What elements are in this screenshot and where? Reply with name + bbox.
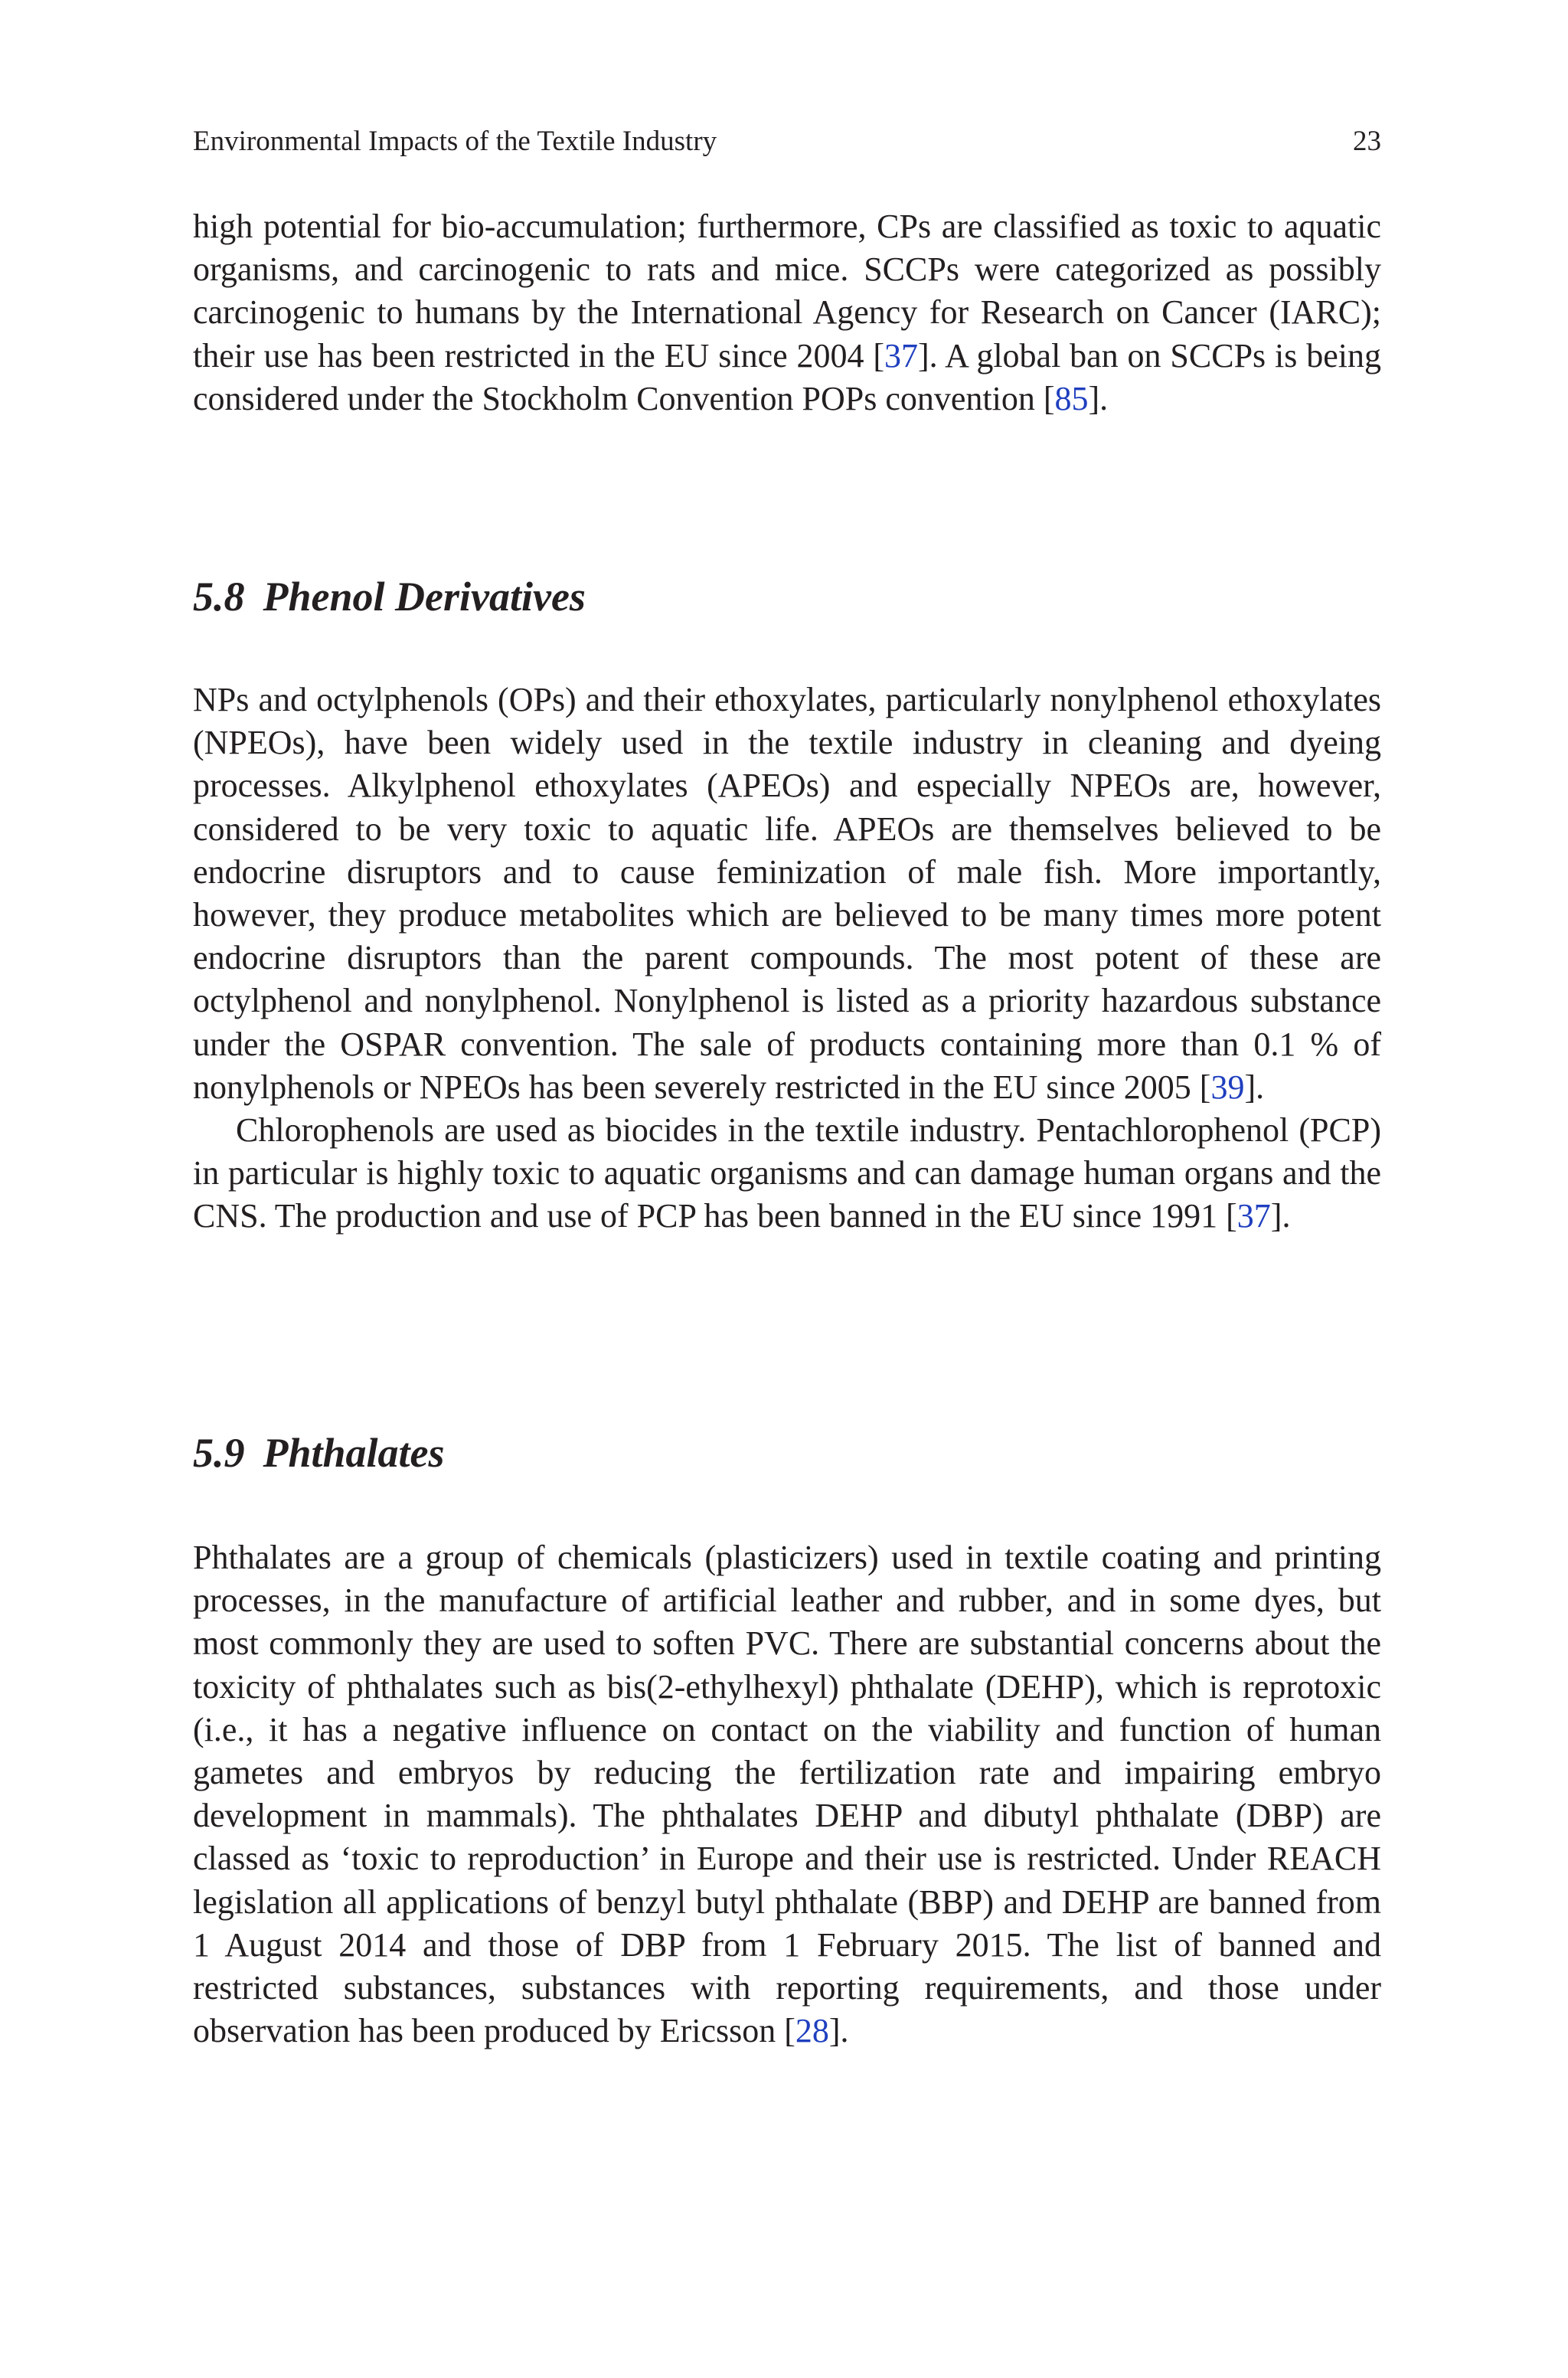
citation-link-37[interactable]: 37	[884, 336, 919, 375]
section-number: 5.8	[193, 574, 245, 620]
running-title: Environmental Impacts of the Textile Industry	[193, 126, 717, 157]
paragraph-text: ].	[1244, 1068, 1265, 1106]
citation-link-39[interactable]: 39	[1210, 1068, 1245, 1106]
page-number: 23	[1353, 126, 1381, 157]
paragraph-text: ].	[828, 2012, 849, 2050]
section-number: 5.9	[193, 1430, 245, 1476]
text-block-chlorinated-paraffins	[193, 205, 1381, 420]
paragraph-text: high potential for bio-accumulation; furthermore, CPs are classified as toxic to aquatic organisms, and carcinogenic to rats and mice. SCCPs were categorized as possibly carcinogenic to humans by the International Agency for Research on Cancer (IARC); their use has been restricted in the EU since 2004 [	[193, 208, 1381, 375]
text-block-phenol-derivatives	[193, 679, 1381, 1238]
paragraph-text: ]. A global ban on SCCPs is being considered under the Stockholm Convention POPs convention [	[193, 336, 1381, 417]
section-heading-phthalates	[193, 1426, 445, 1480]
paragraph-text: Phthalates are a group of chemicals (plasticizers) used in textile coating and printing processes, in the manufacture of artificial leather and rubber, and in some dyes, but most commonly they are used to soften PVC. There are substantial concerns about the toxicity of phthalates such as bis(2-ethylhexyl) phthalate (DEHP), which is reprotoxic (i.e., it has a negative influence on contact on the viability and function of human gametes and embryos by reducing the fertilization rate and impairing embryo development in mammals). The phthalates DEHP and dibutyl phthalate (DBP) are classed as ‘toxic to reproduction’ in Europe and their use is restricted. Under REACH legislation all applications of benzyl butyl phthalate (BBP) and DEHP are banned from 1 August 2014 and those of DBP from 1 February 2015. The list of banned and restricted substances, substances with reporting requirements, and those under observation has been produced by Ericsson [	[193, 1539, 1381, 2050]
paragraph-text: Chlorophenols are used as biocides in the textile industry. Pentachlorophenol (PCP) in particular is highly toxic to aquatic organisms and can damage human organs and the CNS. The production and use of PCP has been banned in the EU since 1991 [	[193, 1111, 1381, 1235]
paragraph-text: ].	[1270, 1197, 1291, 1235]
paragraph-text: NPs and octylphenols (OPs) and their ethoxylates, particularly nonylphenol ethoxylates (NPEOs), have been widely used in the textile industry in cleaning and dyeing processes. Alkylphenol ethoxylates (APEOs) and especially NPEOs are, however, considered to be very toxic to aquatic life. APEOs are themselves believed to be endocrine disruptors and to cause feminization of male fish. More importantly, however, they produce metabolites which are believed to be many times more potent endocrine disruptors than the parent compounds. The most potent of these are octylphenol and nonylphenol. Nonylphenol is listed as a priority hazardous substance under the OSPAR convention. The sale of products containing more than 0.1 % of nonylphenols or NPEOs has been severely restricted in the EU since 2005 [	[193, 681, 1381, 1106]
running-header	[193, 123, 1381, 161]
citation-link-85[interactable]: 85	[1054, 379, 1089, 417]
paragraph-sccp	[193, 205, 1381, 420]
section-heading-phenol-derivatives	[193, 570, 586, 623]
citation-link-28[interactable]: 28	[795, 2012, 829, 2050]
paragraph-phthalates	[193, 1536, 1381, 2053]
section-title: Phthalates	[263, 1430, 445, 1476]
text-block-phthalates	[193, 1536, 1381, 2053]
citation-link-37[interactable]: 37	[1236, 1197, 1271, 1235]
paragraph-chlorophenols	[193, 1109, 1381, 1238]
paragraph-text: ].	[1088, 379, 1109, 417]
paragraph-alkylphenols	[193, 679, 1381, 1109]
section-title: Phenol Derivatives	[263, 574, 586, 620]
